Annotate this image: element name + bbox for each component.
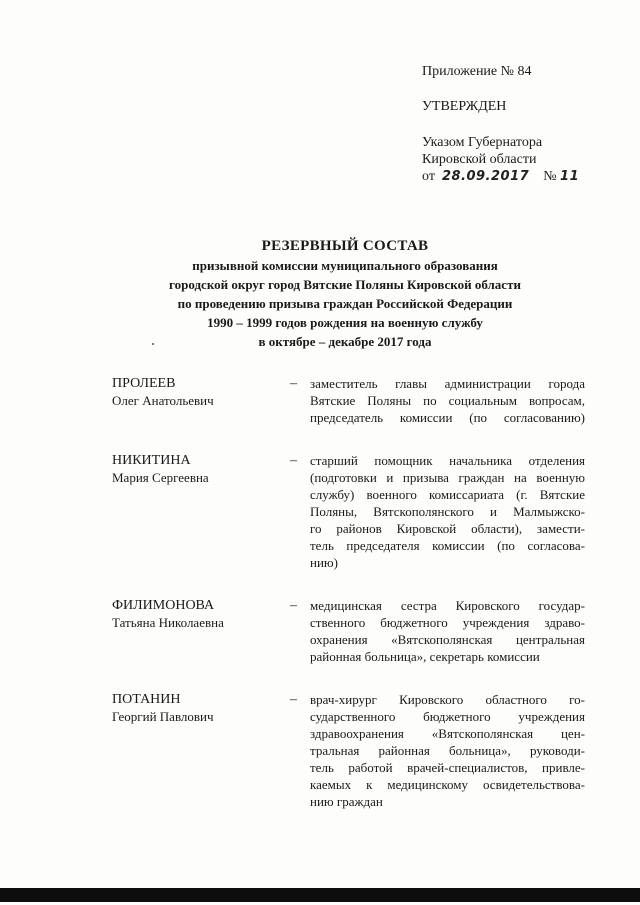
decree-line-2: Кировской области bbox=[422, 152, 537, 167]
document-title: РЕЗЕРВНЫЙ СОСТАВ bbox=[261, 238, 429, 254]
role-line: здравоохранения «Вятскополянская цен- bbox=[310, 726, 585, 741]
member-list bbox=[112, 375, 592, 836]
role-line: заместитель главы администрации города bbox=[310, 376, 585, 391]
title-line: в октябре – декабре 2017 года bbox=[258, 334, 432, 349]
role-line: районная больница», секретарь комиссии bbox=[310, 649, 540, 664]
member-entry bbox=[112, 375, 592, 426]
dash-separator: – bbox=[290, 692, 297, 707]
approval-stamp-block bbox=[422, 63, 622, 185]
date-prefix: от bbox=[422, 169, 435, 184]
role-line: Вятские Поляны по социальным вопросам, bbox=[310, 393, 585, 408]
role-line: старший помощник начальника отделения bbox=[310, 453, 585, 468]
role-line: каемых к медицинскому освидетельствова- bbox=[310, 777, 585, 792]
role-line: тральная районная больница», руководи- bbox=[310, 743, 585, 758]
title-line: 1990 – 1999 годов рождения на военную службу bbox=[207, 315, 483, 330]
member-role bbox=[310, 597, 585, 665]
role-line: ственного бюджетного учреждения здраво- bbox=[310, 615, 585, 630]
decree-line-1: Указом Губернатора bbox=[422, 135, 543, 150]
approved-label: УТВЕРЖДЕН bbox=[422, 99, 507, 114]
member-entry bbox=[112, 691, 592, 810]
decree-date-line bbox=[422, 168, 622, 185]
dash-separator: – bbox=[290, 453, 297, 468]
title-line: по проведению призыва граждан Российской Федерации bbox=[177, 296, 513, 311]
title-line: городской округ город Вятские Поляны Кировской области bbox=[169, 277, 521, 292]
member-role bbox=[310, 375, 585, 426]
appendix-number: Приложение № 84 bbox=[422, 64, 532, 79]
member-name bbox=[112, 375, 287, 426]
role-line: (подготовки и призыва граждан на военную bbox=[310, 470, 585, 485]
member-role bbox=[310, 452, 585, 571]
member-name bbox=[112, 597, 287, 665]
role-line: сударственного бюджетного учреждения bbox=[310, 709, 585, 724]
handwritten-date: 28.09.2017 bbox=[441, 169, 530, 184]
role-line: службу) военного комиссариата (г. Вятские bbox=[310, 487, 585, 502]
member-given-names: Георгий Павлович bbox=[112, 709, 214, 724]
dash-separator: – bbox=[290, 598, 297, 613]
role-line: нию) bbox=[310, 555, 338, 570]
member-surname: ПОТАНИН bbox=[112, 692, 181, 707]
title-line: призывной комиссии муниципального образования bbox=[192, 258, 498, 273]
member-given-names: Мария Сергеевна bbox=[112, 470, 209, 485]
role-line: врач-хирург Кировского областного го- bbox=[310, 692, 585, 707]
role-line: охранения «Вятскополянская центральная bbox=[310, 632, 585, 647]
role-line: тель работой врачей-специалистов, привле- bbox=[310, 760, 585, 775]
document-title-block bbox=[110, 236, 580, 351]
member-surname: НИКИТИНА bbox=[112, 453, 191, 468]
scan-speck bbox=[152, 343, 154, 345]
handwritten-number: 11 bbox=[560, 169, 580, 184]
member-role bbox=[310, 691, 585, 810]
dash-separator: – bbox=[290, 376, 297, 391]
member-entry bbox=[112, 597, 592, 665]
role-line: медицинская сестра Кировского государ- bbox=[310, 598, 585, 613]
role-line: нию граждан bbox=[310, 794, 383, 809]
number-prefix: № bbox=[543, 169, 557, 184]
member-name bbox=[112, 691, 287, 810]
member-name bbox=[112, 452, 287, 571]
member-given-names: Татьяна Николаевна bbox=[112, 615, 224, 630]
role-line: Поляны, Вятскополянского и Малмыжско- bbox=[310, 504, 585, 519]
member-entry bbox=[112, 452, 592, 571]
scan-bottom-edge bbox=[0, 888, 640, 902]
member-surname: ПРОЛЕЕВ bbox=[112, 376, 176, 391]
role-line: председатель комиссии (по согласованию) bbox=[310, 410, 585, 425]
member-surname: ФИЛИМОНОВА bbox=[112, 598, 215, 613]
member-given-names: Олег Анатольевич bbox=[112, 393, 214, 408]
role-line: тель председателя комиссии (по согласова- bbox=[310, 538, 585, 553]
role-line: го районов Кировской области), замести- bbox=[310, 521, 585, 536]
